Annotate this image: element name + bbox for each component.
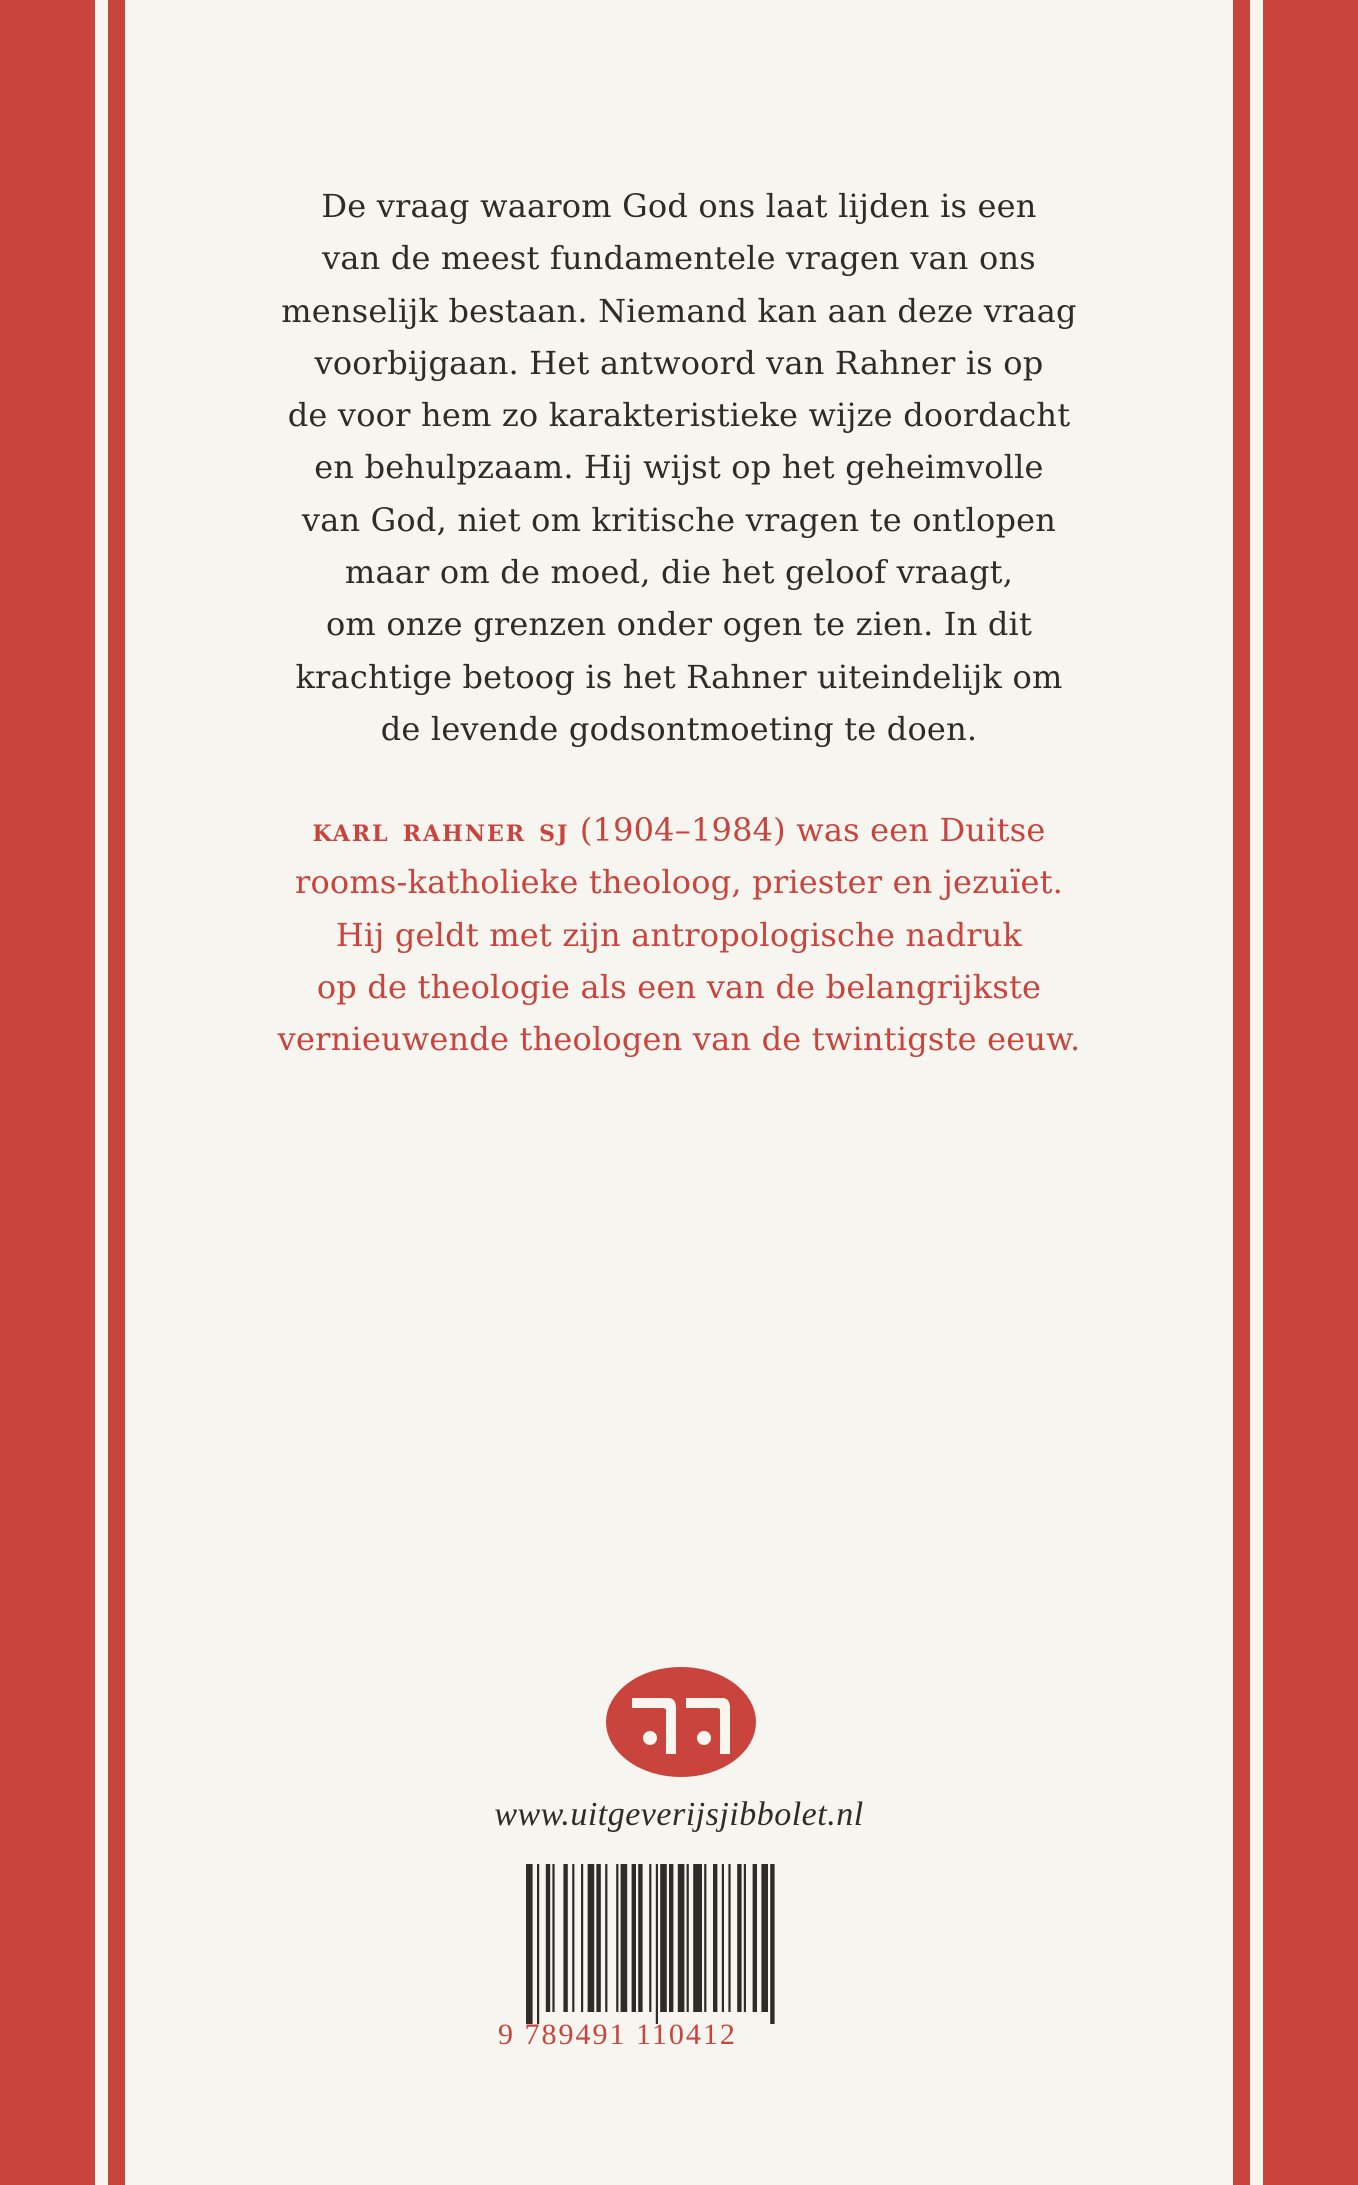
barcode-bar [572,1864,574,2012]
bio-line: Hij geldt met zijn antropologische nadruk [335,915,1023,954]
bio-line [0,804,1358,856]
barcode-bar [632,1864,636,2012]
barcode-bar [656,1864,658,2024]
barcode-bar [537,1864,539,2024]
barcode-bar [761,1864,768,2012]
blurb-line: menselijk bestaan. Niemand kan aan deze vraag [281,291,1077,330]
barcode-bar [588,1864,595,2012]
barcode-bar [552,1864,554,2012]
barcode-bar [713,1864,717,2012]
barcode-bar [638,1864,642,2012]
barcode-bar [737,1864,741,2012]
barcode [526,1864,838,2024]
barcode-bar [649,1864,651,2012]
blurb-line: van de meest fundamentele vragen van ons [322,239,1036,278]
publisher-url[interactable]: www.uitgeverijsjibbolet.nl [494,1796,864,1833]
blurb-line: de voor hem zo karakteristieke wijze doordacht [287,396,1071,435]
blurb-line: en behulpzaam. Hij wijst op het geheimvolle [314,448,1044,487]
barcode-bar [621,1864,628,2012]
barcode-bar [596,1864,600,2012]
barcode-bar [770,1864,774,2024]
barcode-bar [669,1864,673,2012]
blurb-line: van God, niet om kritische vragen te ontlopen [301,500,1057,539]
blurb-line: De vraag waarom God ons laat lijden is een [321,187,1037,225]
barcode-bar [704,1864,706,2012]
barcode-bar [605,1864,607,2012]
barcode-bar [563,1864,567,2012]
bio-line: rooms-katholieke theoloog, priester en jezuïet. [294,863,1064,902]
barcode-bar [722,1864,724,2012]
barcode-bar [660,1864,667,2012]
barcode-bar [546,1864,550,2012]
barcode-bar [616,1864,618,2012]
barcode-bar [753,1864,757,2012]
blurb-line: maar om de moed, die het geloof vraagt, [344,553,1014,592]
barcode-bar [526,1864,533,2024]
bio-line: op de theologie als een van de belangrijkste [316,967,1042,1006]
blurb-line: om onze grenzen onder ogen te zien. In dit [325,605,1033,644]
barcode-bar [728,1864,730,2012]
blurb-text [0,180,1358,755]
author-name: karl rahner sj [312,811,570,849]
blurb-line: krachtige betoog is het Rahner uiteindelijk om [295,657,1063,696]
barcode-bar [744,1864,746,2012]
barcode-bar [678,1864,685,2012]
bio-line: vernieuwende theologen van de twintigste eeuw. [277,1020,1081,1059]
bio-line-rest: (1904–1984) was een Duitse [569,811,1046,849]
sjibbolet-logo-icon [604,1662,758,1778]
author-bio [0,804,1358,1065]
barcode-bar [693,1864,702,2012]
blurb-line: de levende godsontmoeting te doen. [380,709,978,748]
isbn-number: 9 789491 110412 [498,2018,737,2051]
barcode-bar [687,1864,689,2012]
blurb-line: voorbijgaan. Het antwoord van Rahner is op [314,343,1044,382]
barcode-bar [581,1864,583,2012]
